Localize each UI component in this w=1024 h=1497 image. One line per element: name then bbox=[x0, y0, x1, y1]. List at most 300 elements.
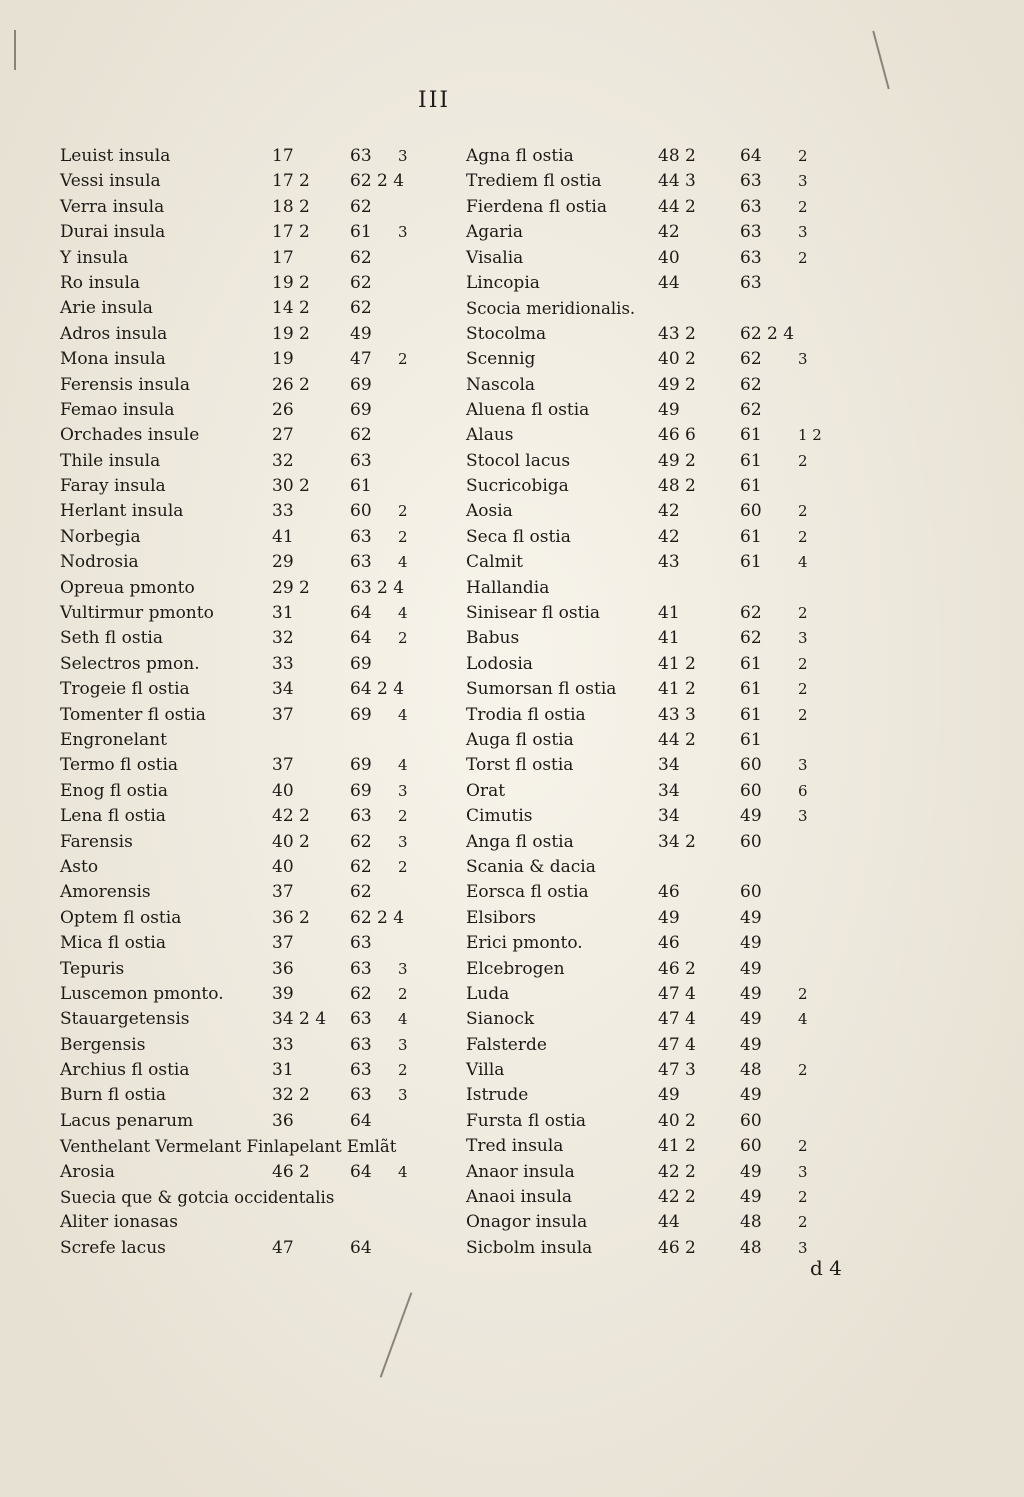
table-row bbox=[60, 1109, 450, 1134]
place-name: Calmit bbox=[466, 552, 523, 573]
table-row bbox=[60, 220, 450, 245]
left-column bbox=[60, 144, 450, 1261]
place-name: Leuist insula bbox=[60, 146, 171, 166]
place-name: Adros insula bbox=[60, 323, 168, 344]
longitude-value: 44 3 bbox=[658, 171, 696, 192]
place-name: Sucricobiga bbox=[466, 476, 569, 497]
longitude-value: 36 2 bbox=[272, 907, 310, 928]
table-row bbox=[466, 626, 856, 651]
fraction-value: 2 bbox=[798, 1188, 808, 1207]
latitude-value: 49 bbox=[740, 907, 762, 928]
fraction-value: 2 bbox=[798, 502, 808, 521]
latitude-value: 61 bbox=[740, 425, 762, 446]
place-name: Enog fl ostia bbox=[60, 780, 168, 801]
table-row bbox=[466, 1007, 856, 1032]
place-name: Burn fl ostia bbox=[60, 1085, 167, 1106]
longitude-value: 29 bbox=[272, 552, 294, 573]
fraction-value: 3 bbox=[798, 172, 808, 191]
place-name: Falsterde bbox=[466, 1034, 547, 1055]
longitude-value: 41 2 bbox=[658, 653, 696, 674]
longitude-value: 19 2 bbox=[272, 323, 310, 344]
fraction-value: 2 bbox=[798, 451, 808, 470]
table-row bbox=[466, 1083, 856, 1108]
fraction-value: 4 bbox=[798, 1010, 808, 1029]
longitude-value: 17 bbox=[272, 247, 294, 268]
longitude-value: 33 bbox=[272, 653, 294, 674]
latitude-value: 48 bbox=[740, 1212, 762, 1233]
longitude-value: 34 2 bbox=[658, 831, 696, 852]
table-row bbox=[60, 169, 450, 194]
fraction-value: 4 bbox=[398, 604, 408, 623]
latitude-value: 61 bbox=[740, 476, 762, 497]
table-row bbox=[60, 677, 450, 702]
table-row bbox=[60, 1210, 450, 1235]
longitude-value: 47 bbox=[272, 1237, 294, 1258]
place-name: Scania & dacia bbox=[466, 856, 596, 877]
latitude-value: 62 bbox=[740, 603, 762, 624]
fraction-value: 2 bbox=[798, 1061, 808, 1080]
table-row bbox=[466, 1236, 856, 1261]
latitude-value: 69 bbox=[350, 653, 372, 674]
table-row bbox=[60, 398, 450, 423]
place-name: Femao insula bbox=[60, 399, 175, 420]
fraction-value: 2 bbox=[398, 350, 408, 369]
table-row bbox=[466, 144, 856, 169]
longitude-value: 41 bbox=[272, 526, 294, 547]
fraction-value: 3 bbox=[798, 1238, 808, 1257]
place-name: Babus bbox=[466, 628, 520, 649]
latitude-value: 61 bbox=[350, 476, 372, 497]
place-name: Herlant insula bbox=[60, 501, 184, 522]
fraction-value: 2 bbox=[798, 1213, 808, 1232]
place-name: Trodia fl ostia bbox=[466, 704, 586, 725]
longitude-value: 27 bbox=[272, 425, 294, 446]
latitude-value: 60 bbox=[740, 755, 762, 776]
latitude-value: 62 bbox=[350, 856, 372, 877]
place-name: Termo fl ostia bbox=[60, 755, 179, 776]
table-row bbox=[466, 1109, 856, 1134]
longitude-value: 34 2 4 bbox=[272, 1009, 327, 1030]
longitude-value: 43 3 bbox=[658, 704, 696, 725]
latitude-value: 60 bbox=[740, 882, 762, 903]
table-row bbox=[60, 931, 450, 956]
table-row bbox=[60, 1236, 450, 1261]
fraction-value: 2 bbox=[798, 680, 808, 699]
table-row bbox=[60, 982, 450, 1007]
place-name: Orat bbox=[466, 780, 506, 801]
place-name: Cimutis bbox=[466, 806, 533, 827]
place-name: Y insula bbox=[60, 247, 129, 268]
table-row bbox=[466, 855, 856, 880]
latitude-value: 62 bbox=[740, 399, 762, 420]
table-row bbox=[466, 982, 856, 1007]
latitude-value: 49 bbox=[740, 958, 762, 979]
latitude-value: 62 bbox=[350, 298, 372, 319]
longitude-value: 44 bbox=[658, 1212, 680, 1233]
table-row bbox=[60, 373, 450, 398]
latitude-value: 64 bbox=[350, 603, 372, 624]
latitude-value: 63 bbox=[350, 806, 372, 827]
latitude-value: 62 bbox=[350, 196, 372, 217]
latitude-value: 63 bbox=[740, 272, 762, 293]
latitude-value: 62 bbox=[350, 247, 372, 268]
table-row bbox=[466, 753, 856, 778]
latitude-value: 69 bbox=[350, 780, 372, 801]
place-name: Ferensis insula bbox=[60, 374, 190, 395]
longitude-value: 40 bbox=[272, 856, 294, 877]
latitude-value: 69 bbox=[350, 399, 372, 420]
latitude-value: 63 bbox=[350, 526, 372, 547]
place-name: Erici pmonto. bbox=[466, 933, 583, 954]
fraction-value: 2 bbox=[798, 604, 808, 623]
latitude-value: 62 bbox=[350, 425, 372, 446]
place-name: Sinisear fl ostia bbox=[466, 603, 601, 624]
fraction-value: 3 bbox=[398, 959, 408, 978]
right-column bbox=[466, 144, 856, 1261]
table-row bbox=[466, 652, 856, 677]
fraction-value: 3 bbox=[398, 1086, 408, 1105]
table-row bbox=[466, 830, 856, 855]
latitude-value: 63 bbox=[350, 146, 372, 166]
table-row bbox=[466, 195, 856, 220]
place-name: Arosia bbox=[60, 1161, 115, 1182]
fraction-value: 2 bbox=[398, 1061, 408, 1080]
longitude-value: 34 bbox=[658, 780, 680, 801]
place-name: Stocolma bbox=[466, 323, 547, 344]
table-row bbox=[60, 144, 450, 169]
latitude-value: 61 bbox=[740, 526, 762, 547]
table-row bbox=[466, 423, 856, 448]
table-row bbox=[466, 601, 856, 626]
latitude-value: 61 bbox=[740, 450, 762, 471]
fraction-value: 3 bbox=[798, 629, 808, 648]
table-row bbox=[466, 550, 856, 575]
longitude-value: 42 bbox=[658, 222, 680, 243]
signature-mark: d 4 bbox=[810, 1256, 842, 1280]
fraction-value: 2 bbox=[798, 654, 808, 673]
fraction-value: 4 bbox=[398, 553, 408, 572]
table-row bbox=[60, 779, 450, 804]
longitude-value: 47 4 bbox=[658, 1009, 696, 1030]
latitude-value: 63 bbox=[740, 196, 762, 217]
longitude-value: 49 2 bbox=[658, 374, 696, 395]
longitude-value: 40 bbox=[272, 780, 294, 801]
table-row bbox=[466, 525, 856, 550]
place-name: Engronelant bbox=[60, 729, 167, 750]
table-row bbox=[60, 1134, 450, 1159]
place-name: Anga fl ostia bbox=[466, 831, 574, 852]
latitude-value: 69 bbox=[350, 704, 372, 725]
longitude-value: 42 bbox=[658, 501, 680, 522]
longitude-value: 42 2 bbox=[658, 1187, 696, 1208]
table-row bbox=[60, 525, 450, 550]
margin-ink-mark bbox=[14, 30, 16, 70]
table-row bbox=[60, 830, 450, 855]
latitude-value: 63 bbox=[350, 450, 372, 471]
fraction-value: 2 bbox=[798, 197, 808, 216]
longitude-value: 46 2 bbox=[272, 1161, 310, 1182]
latitude-value: 64 bbox=[350, 628, 372, 649]
longitude-value: 41 2 bbox=[658, 679, 696, 700]
latitude-value: 60 bbox=[740, 780, 762, 801]
table-row bbox=[466, 169, 856, 194]
table-row bbox=[60, 1083, 450, 1108]
place-name: Anaoi insula bbox=[466, 1187, 573, 1208]
place-name: Aosia bbox=[466, 501, 513, 522]
longitude-value: 37 bbox=[272, 755, 294, 776]
longitude-value: 32 bbox=[272, 450, 294, 471]
table-row bbox=[466, 677, 856, 702]
table-row bbox=[466, 499, 856, 524]
folio-number: III bbox=[418, 88, 451, 113]
place-name: Anaor insula bbox=[466, 1161, 575, 1182]
fraction-value: 4 bbox=[398, 1010, 408, 1029]
latitude-value: 63 bbox=[740, 171, 762, 192]
table-row bbox=[466, 1134, 856, 1159]
fraction-value: 3 bbox=[398, 781, 408, 800]
latitude-value: 69 bbox=[350, 755, 372, 776]
fraction-value: 2 bbox=[798, 1137, 808, 1156]
place-name: Selectros pmon. bbox=[60, 653, 200, 674]
latitude-value: 49 bbox=[740, 1085, 762, 1106]
latitude-value: 62 bbox=[740, 349, 762, 370]
table-row bbox=[60, 550, 450, 575]
latitude-value: 49 bbox=[740, 983, 762, 1004]
table-row bbox=[466, 449, 856, 474]
latitude-value: 48 bbox=[740, 1237, 762, 1258]
latitude-value: 62 bbox=[350, 272, 372, 293]
place-name: Luda bbox=[466, 983, 510, 1004]
fraction-value: 4 bbox=[398, 705, 408, 724]
table-row bbox=[466, 347, 856, 372]
latitude-value: 63 bbox=[350, 1009, 372, 1030]
table-row bbox=[60, 703, 450, 728]
place-name: Screfe lacus bbox=[60, 1237, 166, 1258]
longitude-value: 40 bbox=[658, 247, 680, 268]
table-row bbox=[466, 1210, 856, 1235]
place-name: Suecia que & gotcia occidentalis bbox=[60, 1188, 335, 1208]
fraction-value: 3 bbox=[798, 1162, 808, 1181]
fraction-value: 2 bbox=[398, 807, 408, 826]
latitude-value: 63 bbox=[350, 1085, 372, 1106]
longitude-value: 43 2 bbox=[658, 323, 696, 344]
place-name: Trediem fl ostia bbox=[466, 171, 602, 192]
latitude-value: 49 bbox=[740, 933, 762, 954]
fraction-value: 4 bbox=[398, 1162, 408, 1181]
place-name: Stauargetensis bbox=[60, 1009, 190, 1030]
longitude-value: 40 2 bbox=[658, 349, 696, 370]
table-row bbox=[60, 322, 450, 347]
place-name: Sicbolm insula bbox=[466, 1237, 593, 1258]
longitude-value: 44 bbox=[658, 272, 680, 293]
place-name: Torst fl ostia bbox=[466, 755, 574, 776]
table-row bbox=[60, 1007, 450, 1032]
latitude-value: 64 bbox=[350, 1161, 372, 1182]
place-name: Nascola bbox=[466, 374, 536, 395]
latitude-value: 61 bbox=[740, 704, 762, 725]
table-row bbox=[60, 804, 450, 829]
fraction-value: 3 bbox=[398, 832, 408, 851]
place-name: Luscemon pmonto. bbox=[60, 983, 224, 1004]
fraction-value: 1 2 bbox=[798, 426, 822, 445]
fraction-value: 4 bbox=[398, 756, 408, 775]
place-name: Tomenter fl ostia bbox=[60, 704, 206, 725]
longitude-value: 46 2 bbox=[658, 1237, 696, 1258]
place-name: Hallandia bbox=[466, 577, 550, 598]
fraction-value: 3 bbox=[798, 223, 808, 242]
longitude-value: 46 2 bbox=[658, 958, 696, 979]
longitude-value: 32 bbox=[272, 628, 294, 649]
place-name: Farensis bbox=[60, 831, 133, 852]
place-name: Seth fl ostia bbox=[60, 628, 163, 649]
table-row bbox=[466, 398, 856, 423]
latitude-value: 62 bbox=[350, 983, 372, 1004]
place-name: Bergensis bbox=[60, 1034, 146, 1055]
latitude-value: 64 bbox=[350, 1237, 372, 1258]
longitude-value: 44 2 bbox=[658, 196, 696, 217]
latitude-value: 62 bbox=[740, 628, 762, 649]
place-name: Eorsca fl ostia bbox=[466, 882, 589, 903]
table-row bbox=[60, 753, 450, 778]
longitude-value: 36 bbox=[272, 958, 294, 979]
table-row bbox=[60, 728, 450, 753]
place-name: Vessi insula bbox=[60, 171, 161, 192]
longitude-value: 30 2 bbox=[272, 476, 310, 497]
fraction-value: 2 bbox=[798, 984, 808, 1003]
table-row bbox=[60, 906, 450, 931]
longitude-value: 31 bbox=[272, 603, 294, 624]
place-name: Tred insula bbox=[466, 1136, 564, 1157]
place-name: Amorensis bbox=[60, 882, 151, 903]
place-name: Aliter ionasas bbox=[60, 1212, 178, 1233]
latitude-value: 62 bbox=[350, 831, 372, 852]
place-name: Lacus penarum bbox=[60, 1110, 194, 1131]
fraction-value: 3 bbox=[398, 1035, 408, 1054]
place-name: Ro insula bbox=[60, 272, 141, 293]
table-row bbox=[60, 957, 450, 982]
fraction-value: 2 bbox=[398, 984, 408, 1003]
longitude-value: 19 bbox=[272, 349, 294, 370]
longitude-value: 17 2 bbox=[272, 171, 310, 192]
fraction-value: 2 bbox=[798, 248, 808, 267]
table-row bbox=[466, 880, 856, 905]
longitude-value: 40 2 bbox=[272, 831, 310, 852]
longitude-value: 34 bbox=[658, 755, 680, 776]
latitude-value: 63 bbox=[350, 958, 372, 979]
table-row bbox=[60, 880, 450, 905]
longitude-value: 48 2 bbox=[658, 146, 696, 166]
latitude-value: 64 bbox=[350, 1110, 372, 1131]
place-name: Fierdena fl ostia bbox=[466, 196, 607, 217]
place-name: Seca fl ostia bbox=[466, 526, 571, 547]
fraction-value: 2 bbox=[398, 527, 408, 546]
latitude-value: 47 bbox=[350, 349, 372, 370]
place-name: Visalia bbox=[466, 247, 524, 268]
place-name: Alaus bbox=[466, 425, 514, 446]
table-row bbox=[466, 804, 856, 829]
place-name: Agaria bbox=[466, 222, 523, 243]
latitude-value: 62 2 4 bbox=[740, 323, 795, 344]
longitude-value: 44 2 bbox=[658, 729, 696, 750]
place-name: Elcebrogen bbox=[466, 958, 565, 979]
place-name: Orchades insule bbox=[60, 425, 200, 446]
latitude-value: 62 bbox=[740, 374, 762, 395]
longitude-value: 43 bbox=[658, 552, 680, 573]
table-row bbox=[60, 271, 450, 296]
table-row bbox=[60, 855, 450, 880]
place-name: Trogeie fl ostia bbox=[60, 679, 190, 700]
fraction-value: 3 bbox=[398, 223, 408, 242]
latitude-value: 62 2 4 bbox=[350, 171, 405, 192]
longitude-value: 39 bbox=[272, 983, 294, 1004]
margin-ink-mark bbox=[872, 31, 889, 89]
table-row bbox=[466, 271, 856, 296]
fraction-value: 2 bbox=[798, 705, 808, 724]
table-row bbox=[60, 347, 450, 372]
place-name: Opreua pmonto bbox=[60, 577, 195, 598]
longitude-value: 41 bbox=[658, 603, 680, 624]
longitude-value: 37 bbox=[272, 933, 294, 954]
longitude-value: 46 6 bbox=[658, 425, 696, 446]
latitude-value: 62 bbox=[350, 882, 372, 903]
latitude-value: 60 bbox=[740, 501, 762, 522]
table-row bbox=[466, 1185, 856, 1210]
longitude-value: 42 2 bbox=[658, 1161, 696, 1182]
place-name: Sumorsan fl ostia bbox=[466, 679, 617, 700]
place-name: Mica fl ostia bbox=[60, 933, 167, 954]
table-row bbox=[466, 220, 856, 245]
table-row bbox=[60, 576, 450, 601]
fraction-value: 2 bbox=[398, 629, 408, 648]
longitude-value: 47 4 bbox=[658, 983, 696, 1004]
latitude-value: 61 bbox=[740, 729, 762, 750]
table-row bbox=[60, 195, 450, 220]
place-name: Nodrosia bbox=[60, 552, 139, 573]
place-name: Faray insula bbox=[60, 476, 166, 497]
table-row bbox=[60, 296, 450, 321]
table-row bbox=[466, 322, 856, 347]
longitude-value: 32 2 bbox=[272, 1085, 310, 1106]
table-row bbox=[466, 957, 856, 982]
place-name: Archius fl ostia bbox=[60, 1060, 190, 1081]
latitude-value: 63 bbox=[740, 247, 762, 268]
table-row bbox=[466, 779, 856, 804]
longitude-value: 33 bbox=[272, 1034, 294, 1055]
table-row bbox=[60, 1160, 450, 1185]
table-row bbox=[466, 373, 856, 398]
longitude-value: 41 2 bbox=[658, 1136, 696, 1157]
longitude-value: 42 2 bbox=[272, 806, 310, 827]
fraction-value: 3 bbox=[798, 807, 808, 826]
fraction-value: 3 bbox=[798, 350, 808, 369]
longitude-value: 37 bbox=[272, 882, 294, 903]
place-name: Lena fl ostia bbox=[60, 806, 166, 827]
latitude-value: 63 bbox=[350, 933, 372, 954]
place-name: Lincopia bbox=[466, 272, 540, 293]
fraction-value: 3 bbox=[398, 147, 408, 165]
table-row bbox=[466, 728, 856, 753]
longitude-value: 26 bbox=[272, 399, 294, 420]
longitude-value: 46 bbox=[658, 882, 680, 903]
place-name: Tepuris bbox=[60, 958, 125, 979]
longitude-value: 17 bbox=[272, 146, 294, 166]
table-row bbox=[60, 601, 450, 626]
table-row bbox=[60, 474, 450, 499]
latitude-value: 63 bbox=[350, 1034, 372, 1055]
table-row bbox=[60, 626, 450, 651]
place-name: Thile insula bbox=[60, 450, 161, 471]
latitude-value: 64 2 4 bbox=[350, 679, 405, 700]
